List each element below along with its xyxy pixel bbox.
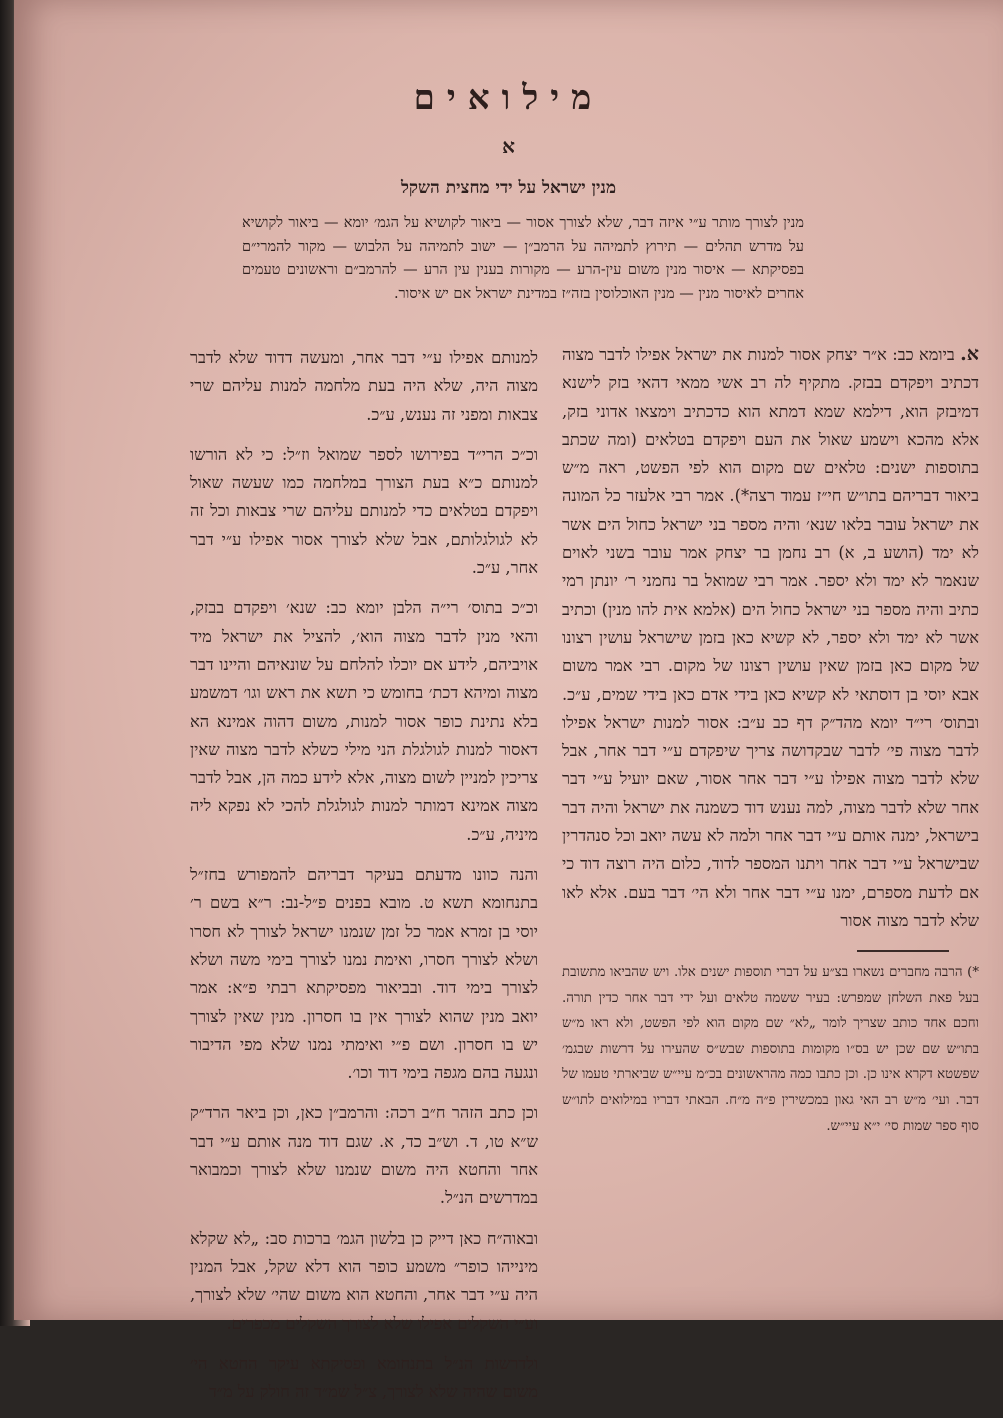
left-paragraph-6: ובאוה״ח כאן דייק כן בלשון הגמ׳ ברכות סב: „לא שקלא מינייהו כופר״ משמע כופר הוא דלא שקל, אבל המנין היה ע״י דבר אחר, והחטא הוא משום שהי׳ שלא לצורך, וע״י השקלים אפילו שלא לצורך השקלים מכפרים. — [190, 1228, 538, 1333]
footnote-divider — [857, 950, 949, 952]
footnote: *) הרבה מחברים נשארו בצ״ע על דברי תוספות ישנים אלו. ויש שהביאו מתשובת בעל פאת השלחן שמפרש: בעיר ששמה טלאים ועל ידי דבר אחר כדין תורה. וחכם אחד כותב שצריך לומר „לא״ שם מקום הוא לפי הפשט, ולא ראו מ״ש בתו״ש שם שכן יש בס״ו מקומות בתוספות שבש״ס שהעירו על דרשות שבגמ׳ שפשטא דקרא אינו כן. וכן כתבו כמה מהראשונים בכ״מ עיי״ש שביארתי טעמו של דבר. ועי׳ מ״ש רב האי גאון במכשירין פ״ה מ״ח. הבאתי דבריו במילואים לתו״ש סוף ספר שמות סי׳ י״א עיי״ש. — [562, 965, 979, 1134]
paragraph-lead-letter: א. — [960, 343, 979, 365]
left-text-column — [190, 344, 538, 1418]
section-letter: א — [502, 134, 515, 158]
page-title: מילואים — [413, 78, 604, 118]
section-heading: מנין ישראל על ידי מחצית השקל — [400, 178, 617, 198]
left-paragraph-2: וכ״כ הרי״ד בפירושו לספר שמואל וז״ל: כי לא הורשו למנותם כ״א בעת הצורך במלחמה כמו שעשה שאול ויפקדם בטלאים כדי למנותם עליהם שרי צבאות וכל זה לא לגולגלותם, אבל שלא לצורך אסור אפילו ע״י דבר אחר, ע״כ. — [190, 444, 538, 578]
left-paragraph-7: ולדרשות הנ״ל בתנחומא ופסיקתא עיקר החטא הי׳ משום שהיה שלא לצורך, צ״ל שמ״ד זה חולק על מ״ד — [190, 1353, 538, 1402]
left-paragraph-5: וכן כתב הזהר ח״ב רכה: והרמב״ן כאן, וכן ביאר הרד״ק ש״א טו, ד. וש״ב כד, א. שגם דוד מנה אותם ע״י דבר אחר והחטא היה משום שנמנו שלא לצורך וכמבואר במדרשים הנ״ל. — [190, 1103, 538, 1208]
section-abstract: מנין לצורך מותר ע״י איזה דבר, שלא לצורך אסור — ביאור לקושיא על הגמ׳ יומא — ביאור לקושיא על מדרש תהלים — תירוץ לתמיהה על הרמב״ן — ישוב לתמיהה על הלבוש — מקור להמרי״ם בפסיקתא — איסור מנין משום עין-הרע — מקורות בענין עין הרע — להרמב״ם וראשונים טעמים אחרים לאיסור מנין — מנין האוכלוסין בזה״ז במדינת ישראל אם יש איסור. — [242, 215, 804, 302]
book-page — [14, 0, 1003, 1402]
right-text-column — [562, 340, 979, 935]
left-paragraph-1: למנותם אפילו ע״י דבר אחר, ומעשה דדוד שלא לדבר מצוה היה, שלא היה בעת מלחמה למנות עליהם שרי צבאות ומפני זה נענש, ע״כ. — [190, 348, 538, 424]
left-paragraph-4: והנה כוונו מדעתם בעיקר דבריהם להמפורש בחז״ל בתנחומא תשא ט. מובא בפנים פ״ל-נב: ר״א בשם ר׳ יוסי בן זמרא אמר כל זמן שנמנו ישראל לצורך לא חסרו ושלא לצורך חסרו, ואימת נמנו לצורך בימי משה ושלא לצורך בימי דוד. ובביאור מפסיקתא רבתי פ״א: אמר יואב מנין שהוא לצורך אין בו חסרון. מנין שאין לצורך יש בו חסרון. ושם פ״י ואימתי נמנו שלא מפי הדיבור ונגעה בהם מגפה בימי דוד וכו׳. — [190, 865, 538, 1083]
right-column-paragraph: ביומא כב: א״ר יצחק אסור למנות את ישראל אפילו לדבר מצוה דכתיב ויפקדם בבזק. מתקיף לה רב אשי ממאי דהאי בזק לישנא דמיבזק הוא, דילמא שמא דמתא הוא כדכתיב וימצאו אדוני בזק, אלא מהכא וישמע שאול את העם ויפקדם בטלאים (ומה שכתב בתוספות ישנים: טלאים שם מקום הוא לפי הפשט, ראה מ״ש ביאור דבריהם בתו״ש חי״ז עמוד רצה*). אמר רבי אלעזר כל המונה את ישראל עובר בלאו שנא׳ והיה מספר בני ישראל כחול הים אשר לא ימד (הושע ב, א) רב נחמן בר יצחק אמר עובר בשני לאוים שנאמר לא ימד ולא יספר. אמר רבי שמואל בר נחמני ר׳ יונתן רמי כתיב והיה מספר בני ישראל כחול הים (אלמא אית להו מנין) וכתיב אשר לא ימד ולא יספר, לא קשיא כאן בזמן שישראל עושין רצונו של מקום כאן בזמן שאין עושין רצונו של מקום. רבי אמר משום אבא יוסי בן דוסתאי לא קשיא כאן בידי אדם כאן בידי שמים, ע״כ. ובתוס׳ רי״ד יומא מהד״ק דף כב ע״ב: אסור למנות ישראל אפילו לדבר מצוה פי׳ לדבר שבקדושה צריך שיפקדם ע״י דבר אחר, אבל שלא לדבר מצוה אפילו ע״י דבר אחר אסור, שאם יועיל ע״י דבר אחר שלא לדבר מצוה, למה נענש דוד כשמנה את ישראל והיה דבר בישראל, ימנה אותם ע״י דבר אחר ולמה לא עשה יואב וכל סנהדרין שבישראל ע״י דבר אחר ויתנו המספר לדוד, כלום היה רוצה דוד כי אם לדעת מספרם, ימנו ע״י דבר אחר ולא הי׳ דבר בעם. אלא לאו שלא לדבר מצוה אסור — [562, 345, 979, 930]
left-paragraph-3: וכ״כ בתוס׳ רי״ה הלבן יומא כב: שנא׳ ויפקדם בבזק, והאי מנין לדבר מצוה הוא׳, להציל את ישראל מיד אויביהם, לידע אם יוכלו להלחם על שונאיהם והיינו דבר מצוה ומיהא דכת׳ בחומש כי תשא את ראש וגו׳ דמשמע בלא נתינת כופר אסור למנות, משום דהוה אמינא הא דאסור למנות לגולגלת הני מילי כשלא לדבר מצוה שאין צריכין למניין לשום מצוה, אלא לידע כמה הן, אבל לדבר מצוה אמינא דמותר למנות לגולגלת להכי לא נפקא ליה מיניה, ע״כ. — [190, 598, 538, 844]
